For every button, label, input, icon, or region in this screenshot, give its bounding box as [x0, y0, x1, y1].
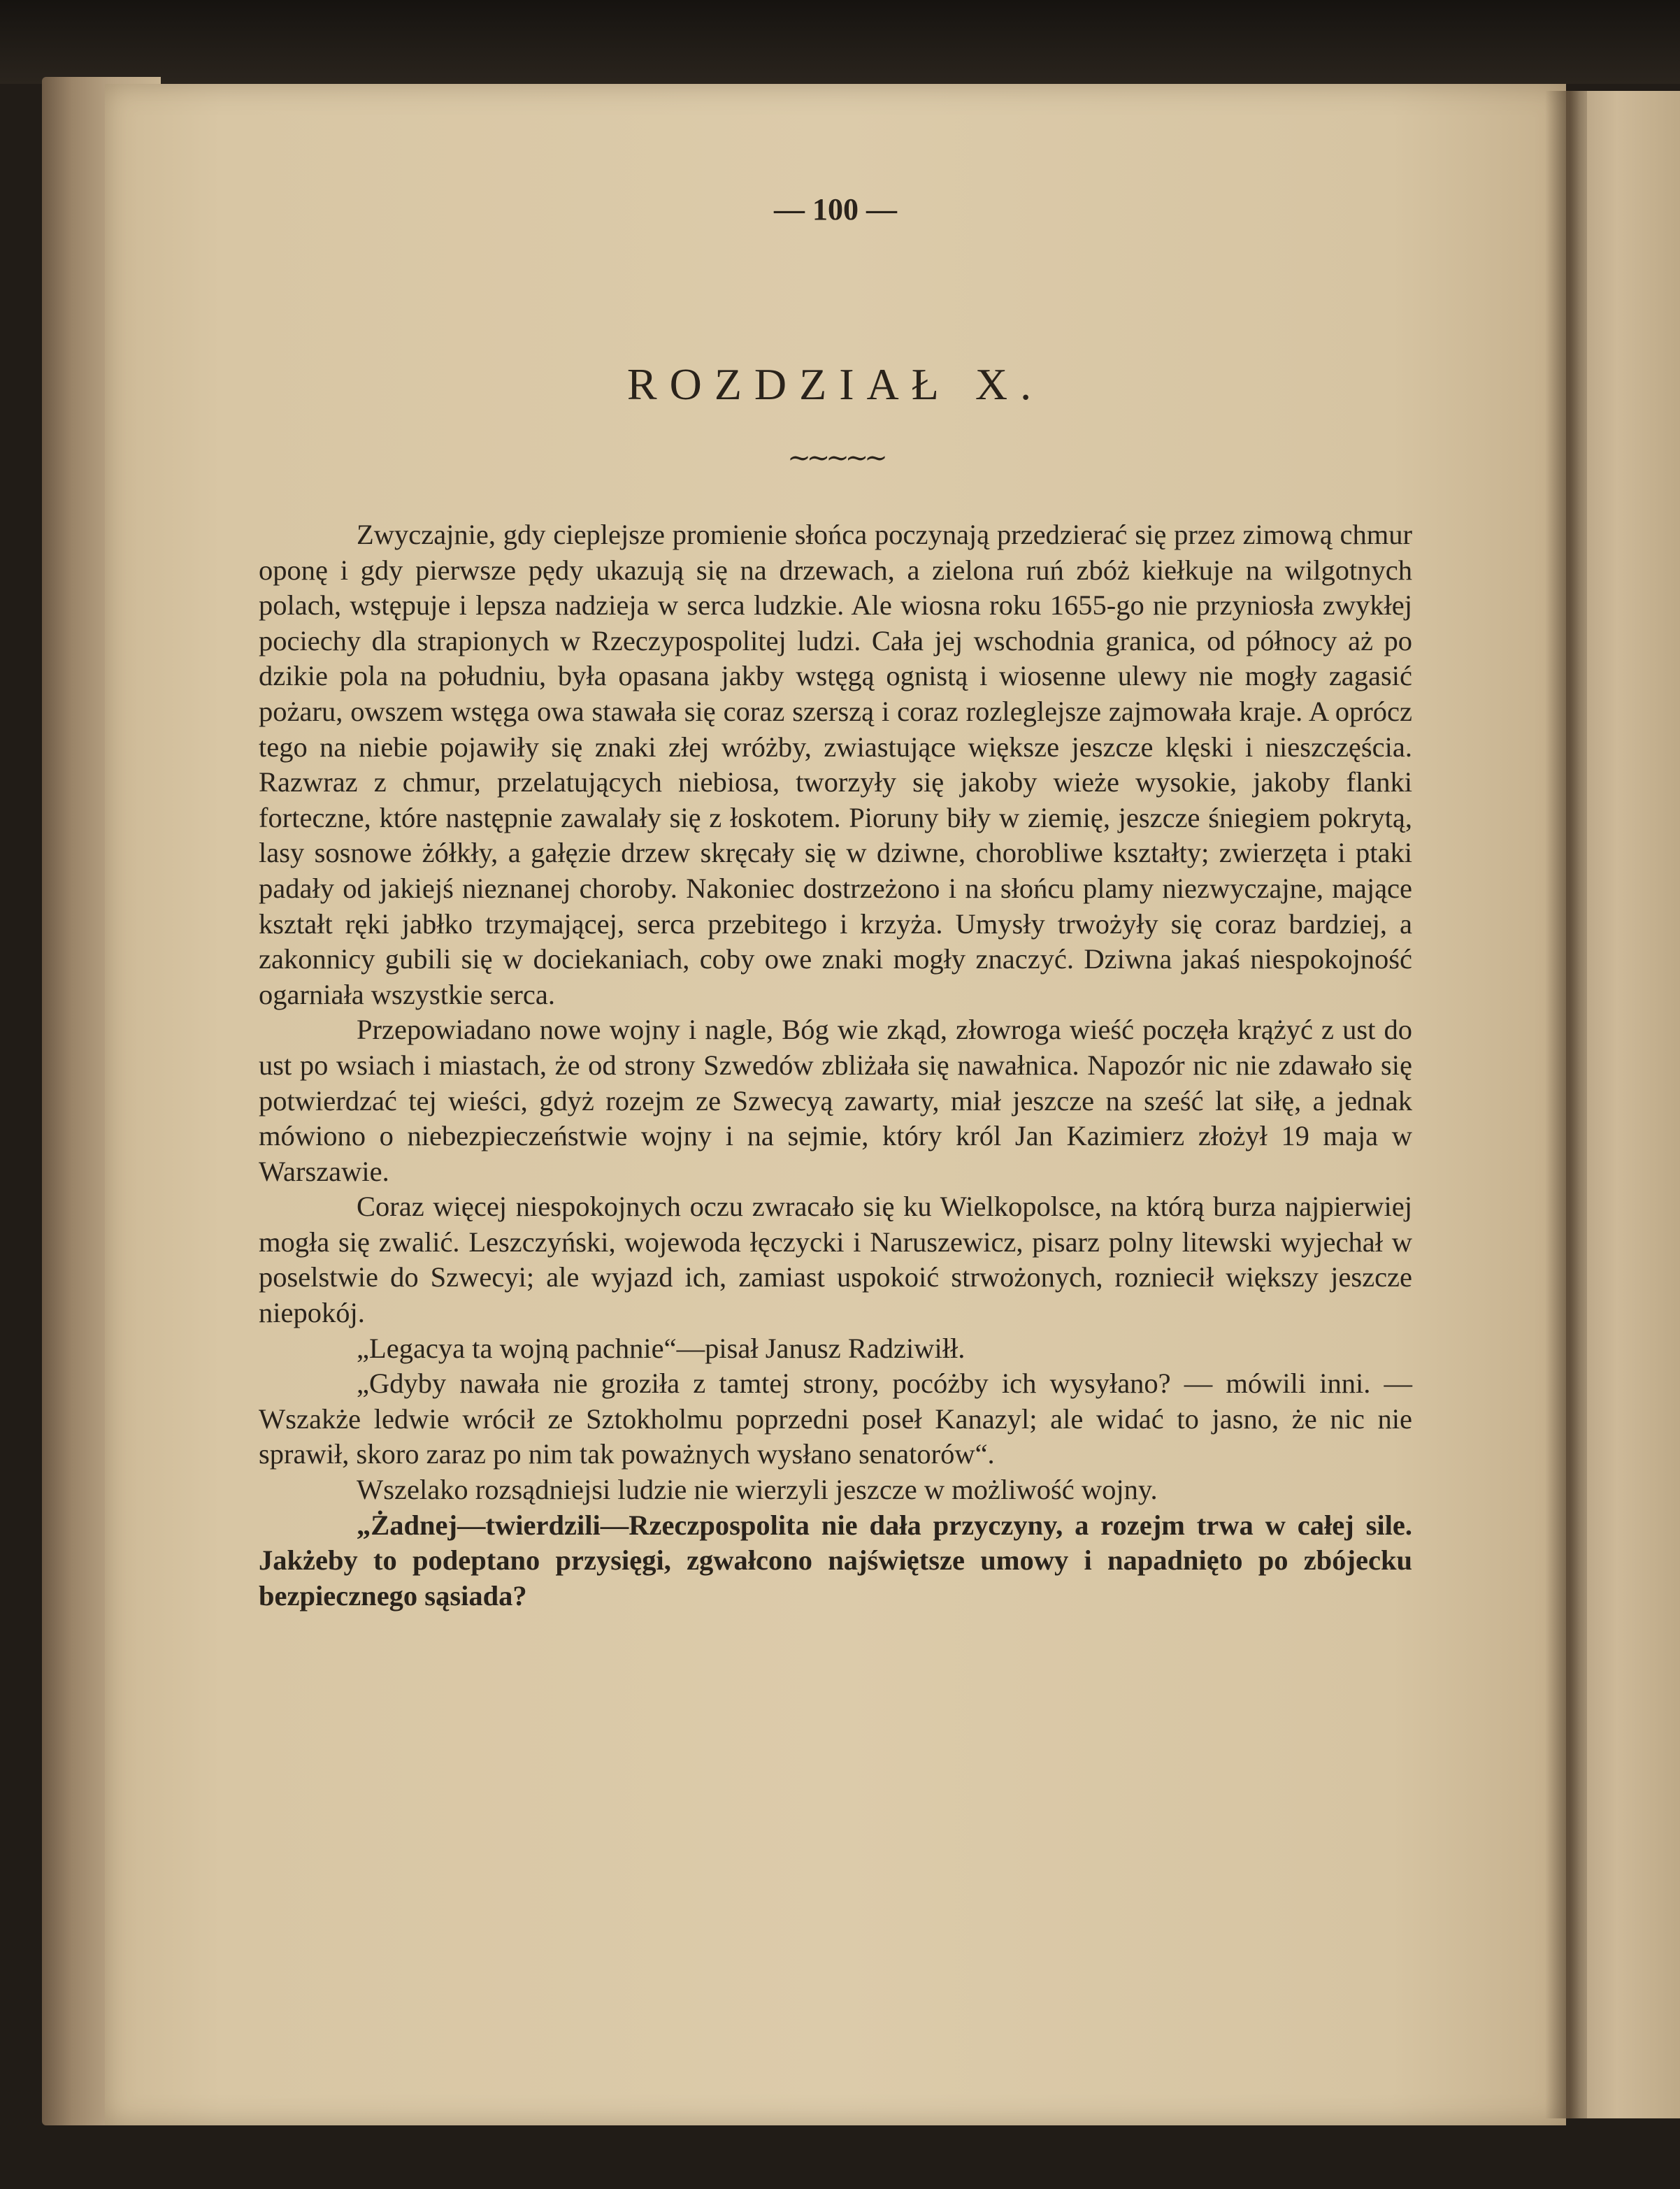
ornament-divider: ~~~~~	[787, 442, 884, 474]
gutter-shadow	[1545, 91, 1587, 2118]
paragraph-1: Zwyczajnie, gdy cieplejsze promienie słońca poczynają przedzierać się przez zimową chmur oponę i gdy pierwsze pędy ukazują się na drzewach, a zielona ruń zbóż kiełkuje na wilgotnych polach, wstępuje i lepsza nadzieja w serca ludzkie. Ale wiosna roku 1655-go nie przyniosła zwykłej pociechy dla strapionych w Rzeczypospolitej ludzi. Cała jej wschodnia granica, od północy aż po dzikie pola na południu, była opasana jakby wstęgą ognistą i wiosenne ulewy nie mogły zagasić pożaru, owszem wstęga owa stawała się coraz szerszą i coraz rozleglejsze zajmowała kraje. A oprócz tego na niebie pojawiły się znaki złej wróżby, zwiastujące większe jeszcze klęski i nieszczęścia. Razwraz z chmur, przelatujących niebiosa, tworzyły się jakoby wieże wysokie, jakoby flanki forteczne, które następnie zawalały się z łoskotem. Pioruny biły w ziemię, jeszcze śniegiem pokrytą, lasy sosnowe żółkły, a gałęzie drzew skręcały się w dziwne, chorobliwe kształty; zwierzęta i ptaki padały od jakiejś nieznanej choroby. Nakoniec dostrzeżono i na słońcu plamy niezwyczajne, mające kształt ręki jabłko trzymającej, serca przebitego i krzyża. Umysły trwożyły się coraz bardziej, a zakonnicy gubili się w dociekaniach, coby owe znaki mogły znaczyć. Dziwna jakaś niespokojność ogarniała wszystkie serca.	[259, 519, 1412, 1010]
paragraph-5: „Gdyby nawała nie groziła z tamtej strony, pocóżby ich wysyłano? — mówili inni. — Wszakże ledwie wrócił ze Sztokholmu poprzedni poseł Kanazyl; ale widać to jasno, że nic nie sprawił, skoro zaraz po nim tak poważnych wysłano senatorów“.	[259, 1368, 1412, 1470]
paragraph-7: „Żadnej—twierdzili—Rzeczpospolita nie dała przyczyny, a rozejm trwa w całej sile. Jakżeby to podeptano przysięgi, zgwałcono najświętsze umowy i napadnięto po zbójecku bezpiecznego sąsiada?	[259, 1509, 1412, 1612]
chapter-title: ROZDZIAŁ X.	[626, 359, 1044, 409]
book-page	[105, 84, 1566, 2125]
paragraph-4: „Legacya ta wojną pachnie“—pisał Janusz Radziwiłł.	[357, 1332, 965, 1364]
paragraph-2: Przepowiadano nowe wojny i nagle, Bóg wie zkąd, złowroga wieść poczęła krążyć z ust do ust po wsiach i miastach, że od strony Szwedów zbliżała się nawałnica. Napozór nic nie zdawało się potwierdzać tej wieści, gdyż rozejm ze Szwecyą zawarty, miał jeszcze na sześć lat siłę, a jednak mówiono o niebezpieczeństwie wojny i na sejmie, który król Jan Kazimierz złożył 19 maja w Warszawie.	[259, 1014, 1412, 1187]
book-cover-edge	[0, 0, 1680, 84]
paragraph-6: Wszelako rozsądniejsi ludzie nie wierzyli jeszcze w możliwość wojny.	[357, 1474, 1158, 1506]
page-text-block	[259, 140, 1412, 1614]
paragraph-3: Coraz więcej niespokojnych oczu zwracało się ku Wielkopolsce, na którą burza najpierwiej mogła się zwalić. Leszczyński, wojewoda łęczycki i Naruszewicz, pisarz polny litewski wyjechał w poselstwie do Szwecyi; ale wyjazd ich, zamiast uspokoić strwożonych, rozniecił większy jeszcze niepokój.	[259, 1191, 1412, 1329]
page-number: — 100 —	[774, 192, 897, 227]
